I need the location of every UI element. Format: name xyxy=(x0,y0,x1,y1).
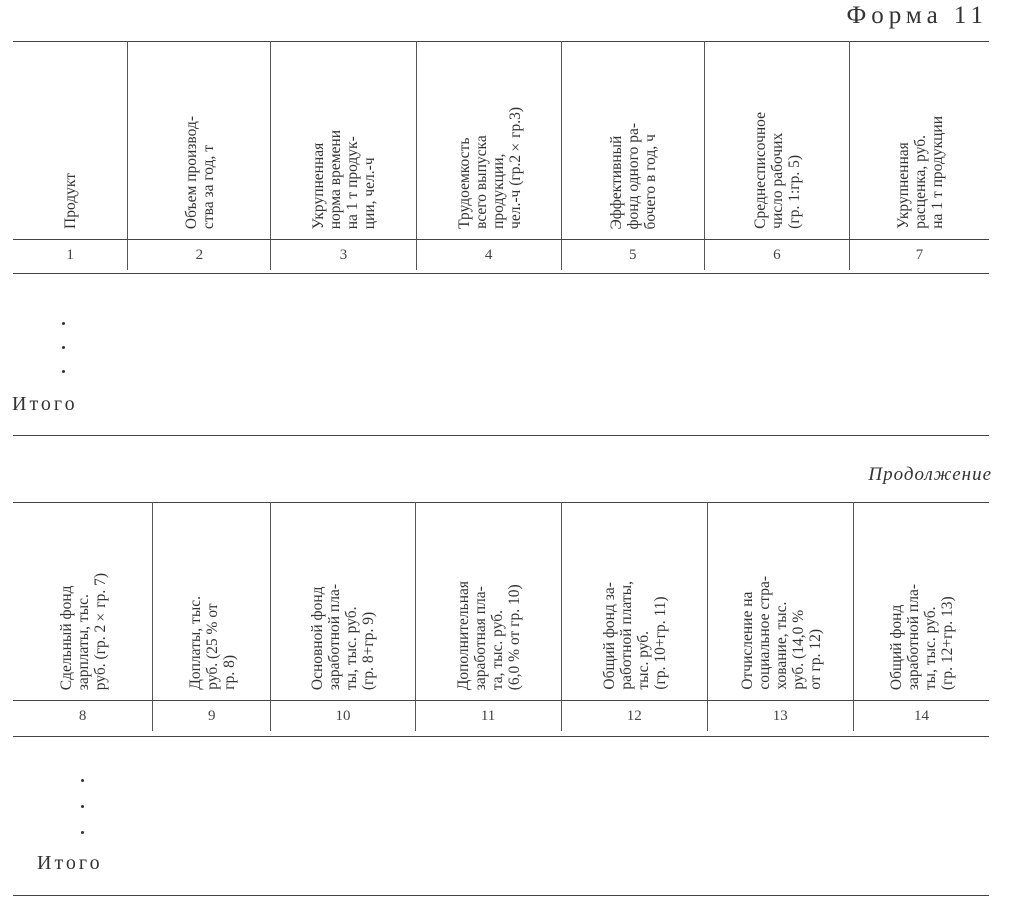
numbers-bottom-rule xyxy=(13,736,989,737)
column-number: 2 xyxy=(127,240,270,270)
header-line: социальное стра- xyxy=(755,576,773,690)
column-number: 6 xyxy=(704,240,849,270)
column-number-row xyxy=(13,701,989,731)
ellipsis-dot xyxy=(62,322,65,325)
header-line: чел.-ч (гр.2×гр.3) xyxy=(506,107,524,229)
table-bottom-rule xyxy=(13,895,989,896)
ellipsis-dot xyxy=(62,370,65,373)
header-line: Среднесписочное xyxy=(751,112,769,229)
column-header-6 xyxy=(707,502,853,700)
column-header-text xyxy=(601,581,669,690)
header-line: расценка, руб. xyxy=(911,135,929,229)
column-header-3 xyxy=(270,41,415,239)
column-header-text xyxy=(456,107,524,229)
column-number: 4 xyxy=(416,240,561,270)
header-line: (гр. 10+гр. 11) xyxy=(651,596,669,690)
column-number: 14 xyxy=(853,701,989,731)
column-number: 10 xyxy=(270,701,414,731)
column-header-text xyxy=(895,116,946,229)
column-header-text xyxy=(455,581,523,690)
header-line: зарплаты, тыс. xyxy=(75,593,92,690)
header-line: заработной пла- xyxy=(326,583,344,690)
header-line: хование, тыс. xyxy=(772,601,790,690)
column-header-6 xyxy=(704,41,849,239)
column-number: 11 xyxy=(415,701,561,731)
column-header-text xyxy=(183,116,217,229)
header-line: Объем производ- xyxy=(183,115,201,229)
header-line: число рабочих xyxy=(768,132,786,229)
header-line: бочего в год, ч xyxy=(641,133,659,229)
header-line: та, тыс. руб. xyxy=(488,609,506,690)
header-line: продукции, xyxy=(489,153,507,229)
column-number-row xyxy=(13,240,989,270)
total-label: Итого xyxy=(12,393,78,415)
form-title: Форма 11 xyxy=(846,2,988,29)
column-header-text xyxy=(58,573,109,690)
header-line: (гр. 8+гр. 9) xyxy=(360,611,378,690)
header-line: (гр. 1:гр. 5) xyxy=(785,155,803,229)
column-header-4 xyxy=(416,41,561,239)
column-header-text xyxy=(739,576,824,690)
header-line: тыс. руб. xyxy=(634,631,652,690)
header-line: работной платы, xyxy=(617,581,635,690)
header-line: Общий фонд xyxy=(887,604,905,690)
header-line: ты, тыс. руб. xyxy=(343,606,361,690)
continuation-label: Продолжение xyxy=(868,464,992,485)
total-label: Итого xyxy=(37,852,103,874)
header-line: ства за год, т xyxy=(200,144,218,229)
header-row xyxy=(13,41,989,239)
header-line: Укрупненная xyxy=(894,142,912,229)
header-line: норма времени xyxy=(327,129,345,229)
column-number: 5 xyxy=(561,240,704,270)
column-header-text xyxy=(752,112,803,229)
column-header-text xyxy=(187,596,238,690)
column-number: 7 xyxy=(849,240,989,270)
header-line: гр. 8) xyxy=(221,655,239,690)
column-header-4 xyxy=(415,502,561,700)
column-header-text xyxy=(309,584,377,690)
header-line: фонд одного ра- xyxy=(624,122,642,229)
header-line: на 1 т продукции xyxy=(928,116,946,229)
header-line: руб. (гр. 2×гр. 7) xyxy=(92,572,109,690)
header-line: ции, чел.-ч xyxy=(361,157,379,229)
column-number: 3 xyxy=(270,240,415,270)
header-line: (6,0 % от гр. 10) xyxy=(505,584,523,690)
ellipsis-dot xyxy=(62,346,65,349)
column-header-text xyxy=(310,130,378,229)
column-header-text xyxy=(608,123,659,229)
ellipsis-dot xyxy=(81,805,84,808)
column-header-text xyxy=(62,173,79,229)
column-number: 13 xyxy=(707,701,853,731)
column-number: 1 xyxy=(66,247,74,263)
column-header-text xyxy=(888,584,956,690)
header-line: (гр. 12+гр. 13) xyxy=(938,596,956,690)
column-header-1 xyxy=(13,502,152,700)
column-number: 12 xyxy=(561,701,707,731)
header-line: всего выпуска xyxy=(472,135,490,229)
table-bottom-rule xyxy=(13,435,989,436)
header-line: руб. (25 % от xyxy=(204,603,222,690)
column-header-3 xyxy=(270,502,414,700)
header-line: Сдельный фонд xyxy=(58,585,75,690)
ellipsis-dot xyxy=(81,779,84,782)
numbers-bottom-rule xyxy=(13,273,989,274)
column-header-7 xyxy=(849,41,989,239)
header-line: Дополнительная xyxy=(454,580,472,690)
header-line: на 1 т продук- xyxy=(344,136,362,229)
header-line: ты, тыс. руб. xyxy=(921,606,939,690)
column-header-2 xyxy=(127,41,270,239)
header-row xyxy=(13,502,989,700)
column-header-2 xyxy=(152,502,270,700)
ellipsis-dot xyxy=(81,831,84,834)
column-header-5 xyxy=(561,41,704,239)
column-number: 9 xyxy=(152,701,270,731)
column-number: 8 xyxy=(78,708,87,724)
column-header-5 xyxy=(561,502,707,700)
header-line: Общий фонд за- xyxy=(600,582,618,690)
header-line: Отчисление на xyxy=(738,591,756,690)
header-line: заработная пла- xyxy=(471,585,489,690)
header-line: Укрупненная xyxy=(310,142,328,229)
column-header-1 xyxy=(13,41,127,239)
header-line: руб. (14,0 % xyxy=(789,610,807,690)
header-line: Доплаты, тыс. xyxy=(187,596,205,690)
column-header-7 xyxy=(853,502,989,700)
header-line: от гр. 12) xyxy=(806,629,824,690)
header-line: заработной пла- xyxy=(904,583,922,690)
header-line: Эффективный xyxy=(607,135,625,229)
header-line: Продукт xyxy=(62,173,79,229)
header-line: Основной фонд xyxy=(309,586,327,690)
header-line: Трудоемкость xyxy=(455,137,473,229)
